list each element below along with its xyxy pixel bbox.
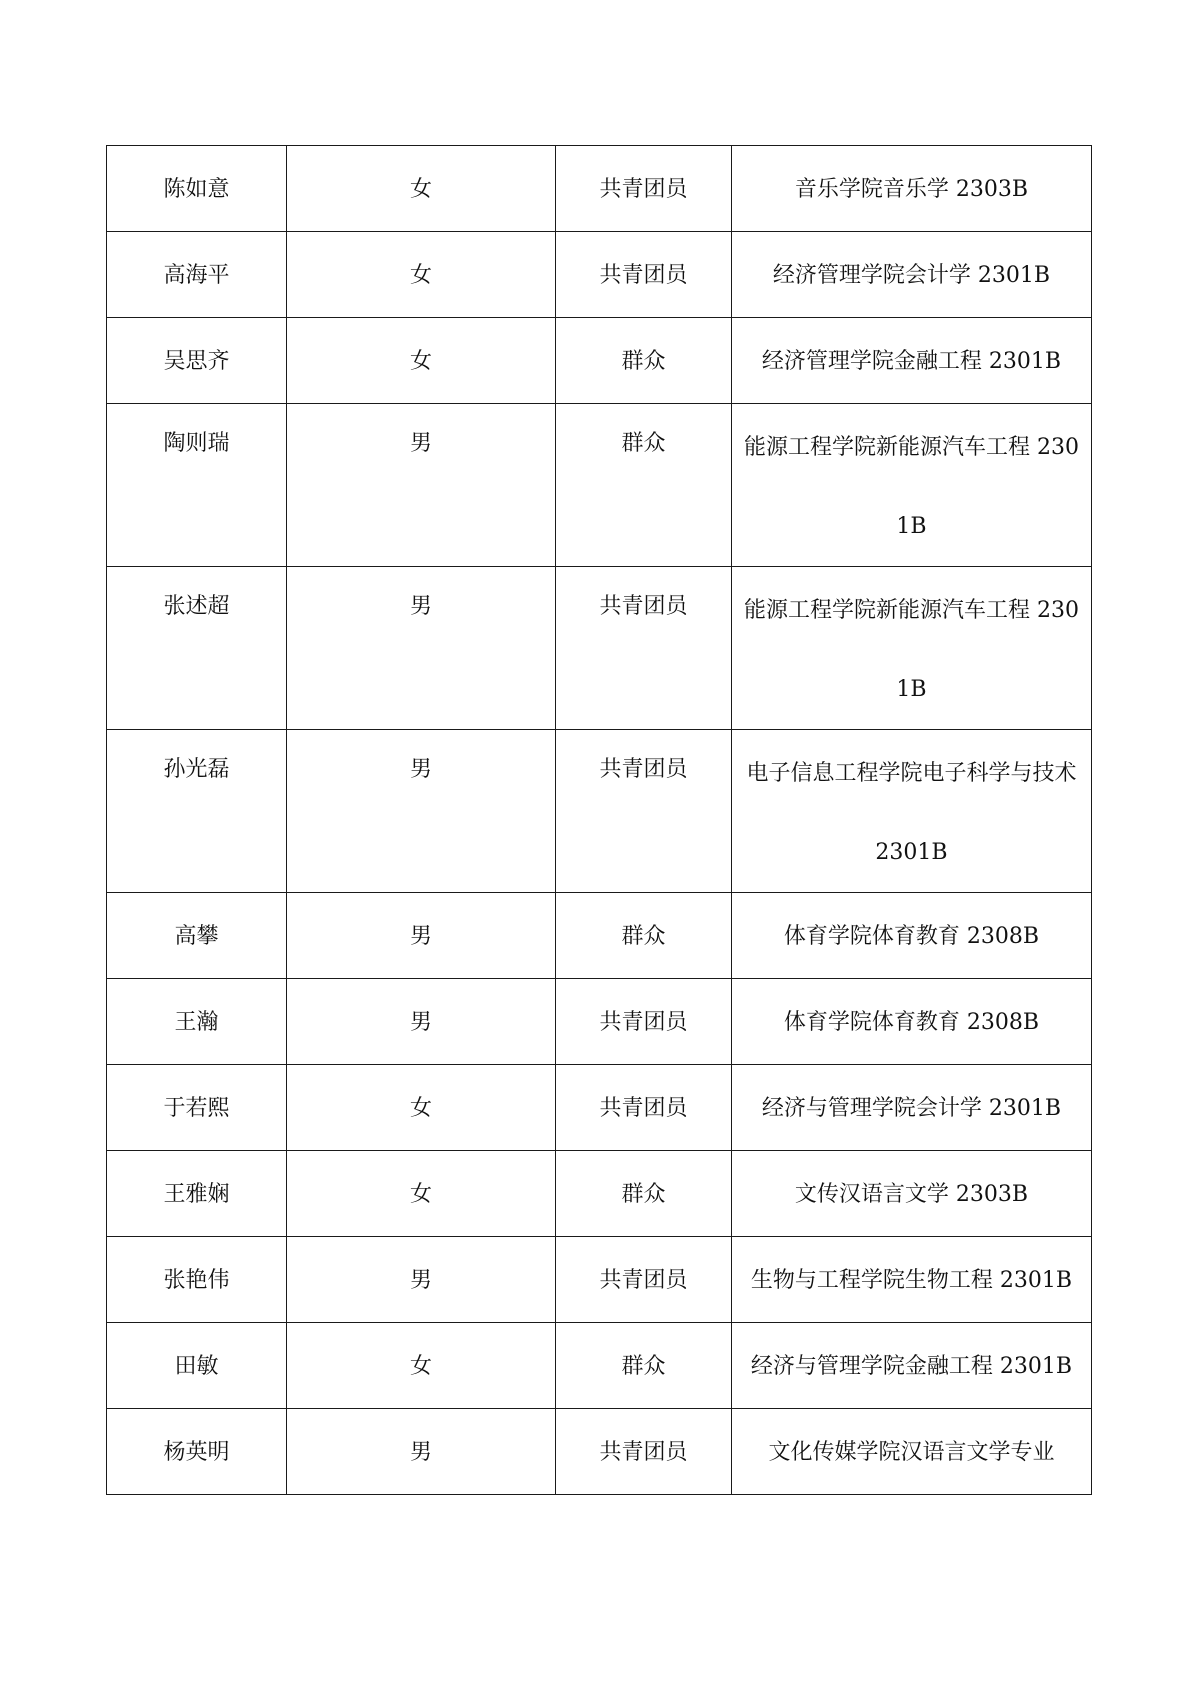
student-roster-table — [106, 145, 1092, 1495]
college-major-cell — [732, 730, 1092, 893]
political-status-cell: 群众 — [556, 893, 732, 979]
table-row — [107, 146, 1092, 232]
name-cell: 王瀚 — [107, 979, 287, 1065]
table-row — [107, 1237, 1092, 1323]
political-status-cell: 群众 — [556, 404, 732, 567]
gender-cell: 女 — [287, 1151, 556, 1237]
gender-cell: 男 — [287, 404, 556, 567]
college-major-text: 能源工程学院新能源汽车工程 2301B — [744, 435, 1079, 539]
college-major-cell: 体育学院体育教育 2308B — [732, 979, 1092, 1065]
roster-body — [107, 146, 1092, 1495]
table-row — [107, 730, 1092, 893]
political-status-cell: 共青团员 — [556, 730, 732, 893]
gender-cell: 女 — [287, 1065, 556, 1151]
gender-cell: 男 — [287, 730, 556, 893]
table-row — [107, 979, 1092, 1065]
political-status-cell: 共青团员 — [556, 232, 732, 318]
political-status-cell: 群众 — [556, 1151, 732, 1237]
gender-cell: 女 — [287, 318, 556, 404]
college-major-cell: 体育学院体育教育 2308B — [732, 893, 1092, 979]
name-cell: 高攀 — [107, 893, 287, 979]
table-row — [107, 567, 1092, 730]
gender-cell: 男 — [287, 979, 556, 1065]
name-cell: 陈如意 — [107, 146, 287, 232]
college-major-cell: 文传汉语言文学 2303B — [732, 1151, 1092, 1237]
name-cell: 于若熙 — [107, 1065, 287, 1151]
table-row — [107, 1151, 1092, 1237]
name-cell: 田敏 — [107, 1323, 287, 1409]
gender-cell: 女 — [287, 232, 556, 318]
college-major-text: 能源工程学院新能源汽车工程 2301B — [744, 598, 1079, 702]
college-major-cell: 经济与管理学院金融工程 2301B — [732, 1323, 1092, 1409]
college-major-cell: 音乐学院音乐学 2303B — [732, 146, 1092, 232]
gender-cell: 男 — [287, 1237, 556, 1323]
name-cell: 张述超 — [107, 567, 287, 730]
political-status-cell: 共青团员 — [556, 1065, 732, 1151]
college-major-cell — [732, 404, 1092, 567]
college-major-cell: 经济与管理学院会计学 2301B — [732, 1065, 1092, 1151]
name-cell: 张艳伟 — [107, 1237, 287, 1323]
gender-cell: 男 — [287, 1409, 556, 1495]
gender-cell: 女 — [287, 146, 556, 232]
table-row — [107, 893, 1092, 979]
name-cell: 陶则瑞 — [107, 404, 287, 567]
table-row — [107, 1409, 1092, 1495]
college-major-cell: 经济管理学院会计学 2301B — [732, 232, 1092, 318]
name-cell: 高海平 — [107, 232, 287, 318]
college-major-cell — [732, 567, 1092, 730]
gender-cell: 男 — [287, 893, 556, 979]
name-cell: 王雅娴 — [107, 1151, 287, 1237]
table-row — [107, 318, 1092, 404]
name-cell: 杨英明 — [107, 1409, 287, 1495]
gender-cell: 男 — [287, 567, 556, 730]
name-cell: 孙光磊 — [107, 730, 287, 893]
political-status-cell: 共青团员 — [556, 1409, 732, 1495]
college-major-cell: 经济管理学院金融工程 2301B — [732, 318, 1092, 404]
table-row — [107, 1323, 1092, 1409]
name-cell: 吴思齐 — [107, 318, 287, 404]
table-row — [107, 1065, 1092, 1151]
college-major-text: 电子信息工程学院电子科学与技术 2301B — [746, 761, 1077, 865]
political-status-cell: 共青团员 — [556, 979, 732, 1065]
political-status-cell: 群众 — [556, 1323, 732, 1409]
table-row — [107, 232, 1092, 318]
gender-cell: 女 — [287, 1323, 556, 1409]
political-status-cell: 共青团员 — [556, 1237, 732, 1323]
political-status-cell: 共青团员 — [556, 567, 732, 730]
college-major-cell: 生物与工程学院生物工程 2301B — [732, 1237, 1092, 1323]
political-status-cell: 共青团员 — [556, 146, 732, 232]
college-major-cell: 文化传媒学院汉语言文学专业 — [732, 1409, 1092, 1495]
table-row — [107, 404, 1092, 567]
political-status-cell: 群众 — [556, 318, 732, 404]
